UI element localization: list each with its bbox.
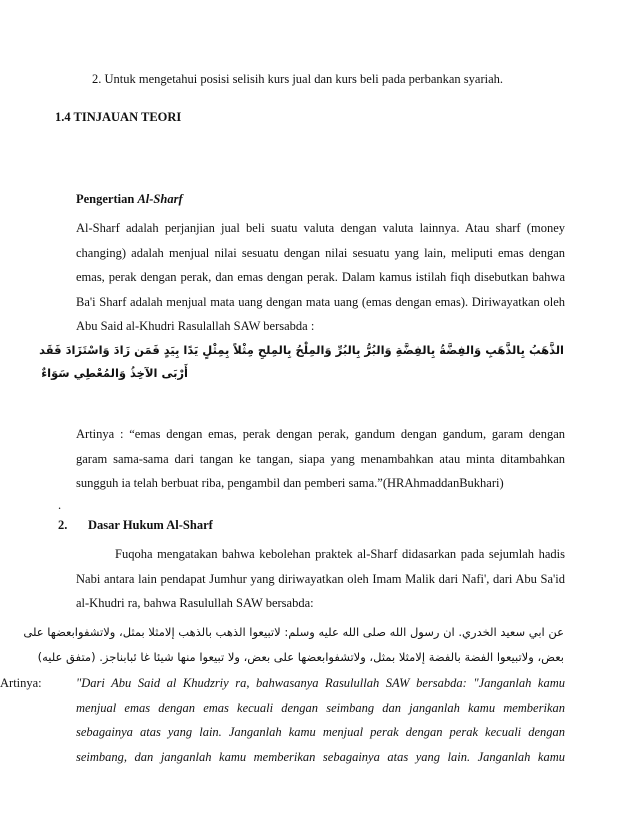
translation-line: seimbang, dan janganlah kamu memberikan sebagainya atas yang lain. Janganlah kamu <box>76 750 565 764</box>
paragraph-line: changing) adalah menjual nilai sesuatu dengan nilai sesuatu yang lain, meliputi emas dengan <box>76 246 565 260</box>
translation-line: "Dari Abu Said al Khudzriy ra, bahwasanya Rasulullah SAW bersabda: "Janganlah kamu <box>76 676 565 690</box>
arabic-hadith-line: بعض، ولاتبيعوا الفضة بالفضة إلامثلا بمثل، ولاتشفوابعضها على بعض، ولا تبيعوا منها شيئا غا ئبابناجز. (متفق عليه) <box>37 650 564 664</box>
translation-line: sebagainya atas yang lain. Janganlah kamu menjual perak dengan perak kecuali dengan <box>76 725 565 739</box>
objective-list-item-2: 2. Untuk mengetahui posisi selisih kurs jual dan kurs beli pada perbankan syariah. <box>92 72 504 86</box>
subheading-number: 2. <box>58 518 68 532</box>
subheading-italic-term: Al-Sharf <box>137 192 183 206</box>
subheading-prefix: Pengertian <box>76 192 138 206</box>
translation-line: sungguh ia telah berbuat riba, pengambil dan pemberi sama.”(HRAhmaddanBukhari) <box>76 476 504 490</box>
section-heading: 1.4 TINJAUAN TEORI <box>55 110 182 124</box>
paragraph-line: Ba'i Sharf adalah menjual mata uang dengan mata uang (emas dengan emas). Diriwayatkan oleh <box>76 295 565 309</box>
paragraph-line: al-Khudri ra, bahwa Rasulullah SAW bersabda: <box>76 596 314 610</box>
subheading-dasar-hukum: Dasar Hukum Al-Sharf <box>88 518 213 532</box>
paragraph-line: Abu Said al-Khudri Rasulallah SAW bersabda : <box>76 319 315 333</box>
paragraph-line: Nabi antara lain pendapat Jumhur yang diriwayatkan oleh Imam Malik dari Nafi', dari Abu Sa'id <box>76 572 565 586</box>
paragraph-line: emas, perak dengan perak, dan emas dengan perak. Dalam kamus istilah fiqh disebutkan bahwa <box>76 270 565 284</box>
translation-line: garam sama-sama dari tangan ke tangan, siapa yang menambahkan atau minta ditambahkan <box>76 452 565 466</box>
translation-label: Artinya: <box>0 676 42 690</box>
stray-dot: . <box>58 498 62 512</box>
translation-line: Artinya : “emas dengan emas, perak dengan perak, gandum dengan gandum, garam dengan <box>76 427 565 441</box>
paragraph-line: Al-Sharf adalah perjanjian jual beli suatu valuta dengan valuta lainnya. Atau sharf (money <box>76 221 565 235</box>
paragraph-line: Fuqoha mengatakan bahwa kebolehan praktek al-Sharf didasarkan pada sejumlah hadis <box>115 547 565 561</box>
translation-line: menjual emas dengan emas kecuali dengan seimbang dan janganlah kamu memberikan <box>76 701 565 715</box>
arabic-hadith-line: عن ابي سعيد الخدري. ان رسول الله صلى الله عليه وسلم: لاتبيعوا الذهب بالذهب إلامثلا بمثل، ولاتشفوابعضها على <box>23 625 564 639</box>
arabic-hadith-line: الذَّهَبُ بِالذَّهَبِ وَالفِضَّةُ بِالفِضَّةِ وَالبُرُّ بِالبُرِّ وَالمِلْحُ بِالمِلحِ مِثْلاً بِمِثْلٍ يَدًا بِيَدٍ فَمَن زَادَ وَاسْتَزَادَ فَقَد <box>39 343 564 357</box>
arabic-hadith-line: أَرْبَى الآخِذُ وَالمُعْطِي سَوَاءٌ <box>41 366 188 380</box>
subheading-pengertian <box>76 192 183 207</box>
